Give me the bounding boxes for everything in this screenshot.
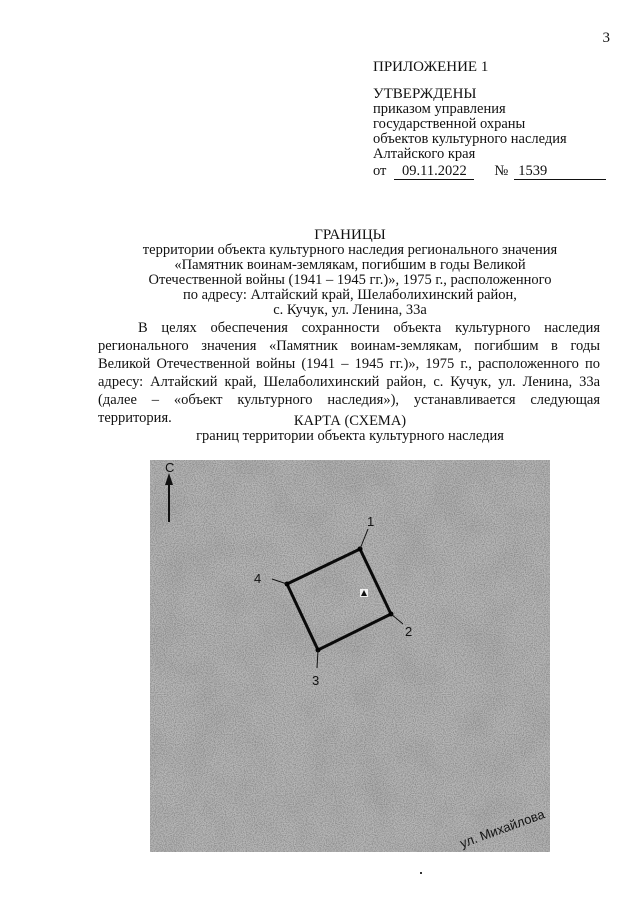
document-title xyxy=(60,228,640,318)
order-date: 09.11.2022 xyxy=(394,164,474,180)
street-label: ул. Михайлова xyxy=(457,806,547,851)
body-paragraph: В целях обеспечения сохранности объекта культурного наследия регионального значения «Памятник воинам-землякам, погибшим в годы Великой Отечественной войны (1941 – 1945 гг.)», 1975 г., расположенного по адресу: Алтайский край, Шелаболихинский район, с. Кучук, ул. Ленина, 33а (далее – «объект культурного наследия»), устанавливается следующая территория. xyxy=(98,320,600,426)
title-line: «Памятник воинам-землякам, погибшим в годы Великой xyxy=(174,257,526,273)
map-canvas xyxy=(150,460,550,852)
approval-line: государственной охраны xyxy=(373,116,526,132)
approval-block xyxy=(373,60,613,180)
approval-line: объектов культурного наследия xyxy=(373,131,567,147)
order-line xyxy=(373,164,613,180)
monument-icon xyxy=(360,589,368,597)
point-label: 4 xyxy=(254,571,262,586)
point-label: 3 xyxy=(312,673,320,688)
map-heading: КАРТА (СХЕМА) xyxy=(293,413,407,429)
map-noise-texture xyxy=(150,460,550,852)
point-label: 1 xyxy=(367,514,375,529)
title-line: территории объекта культурного наследия регионального значения xyxy=(142,242,558,258)
title-line: с. Кучук, ул. Ленина, 33а xyxy=(273,302,427,318)
body-paragraph-block xyxy=(98,319,600,427)
order-number: 1539 xyxy=(514,164,606,180)
boundary-map xyxy=(150,460,550,852)
map-title xyxy=(60,414,640,444)
title-line: по адресу: Алтайский край, Шелаболихинский район, xyxy=(183,287,517,303)
appendix-label: ПРИЛОЖЕНИЕ 1 xyxy=(373,59,489,75)
point-label: 2 xyxy=(405,624,413,639)
title-line: Отечественной войны (1941 – 1945 гг.)», 1975 г., расположенного xyxy=(148,272,552,288)
title-heading: ГРАНИЦЫ xyxy=(314,227,386,243)
page-number: 3 xyxy=(602,30,610,46)
north-label: С xyxy=(165,460,175,475)
from-label: от xyxy=(373,163,387,179)
approval-line: приказом управления xyxy=(373,101,506,117)
map-subheading: границ территории объекта культурного наследия xyxy=(196,428,504,444)
scan-dot xyxy=(420,872,422,874)
approval-line: Алтайского края xyxy=(373,146,476,162)
number-label: № xyxy=(494,163,509,179)
approved-label: УТВЕРЖДЕНЫ xyxy=(373,86,477,102)
